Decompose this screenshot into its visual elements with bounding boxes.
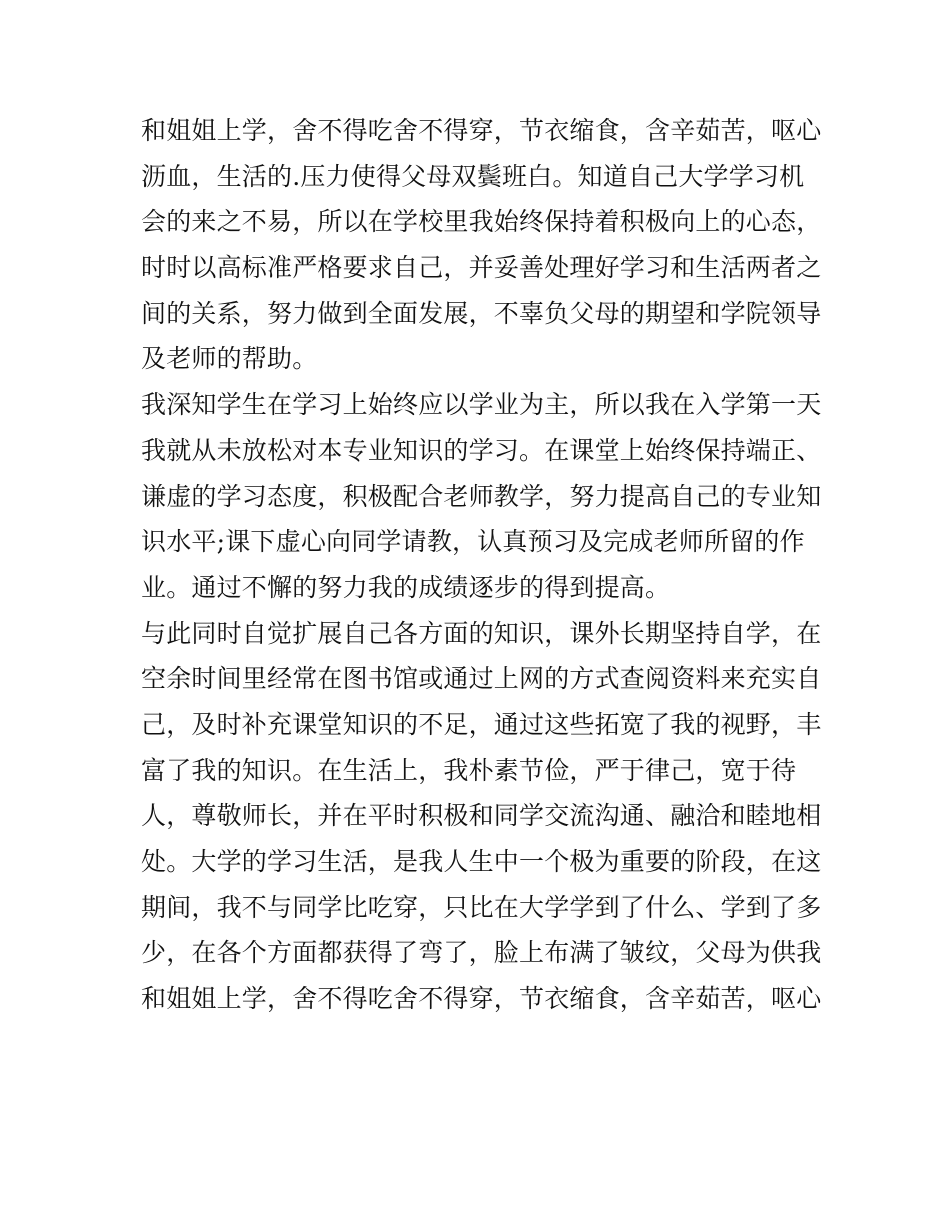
text-line: 我就从未放松对本专业知识的学习。在课堂上始终保持端正、 <box>141 435 822 465</box>
text-line: 识水平;课下虚心向同学请教，认真预习及完成老师所留的作 <box>141 527 805 557</box>
text-line: 时时以高标准严格要求自己，并妥善处理好学习和生活两者之 <box>141 253 822 283</box>
text-line: 我深知学生在学习上始终应以学业为主，所以我在入学第一天 <box>141 390 822 420</box>
text-line: 沥血，生活的.压力使得父母双鬓班白。知道自己大学学习机 <box>141 161 805 191</box>
text-line: 与此同时自觉扩展自己各方面的知识，课外长期坚持自学，在 <box>141 618 822 648</box>
text-line: 谦虚的学习态度，积极配合老师教学，努力提高自己的专业知 <box>141 481 822 511</box>
text-line: 人，尊敬师长，并在平时积极和同学交流沟通、融洽和睦地相 <box>141 801 822 831</box>
text-line: 少，在各个方面都获得了弯了，脸上布满了皱纹，父母为供我 <box>141 938 822 968</box>
text-line: 和姐姐上学，舍不得吃舍不得穿，节衣缩食，含辛茹苦，呕心 <box>141 116 822 145</box>
body-text <box>141 108 821 1022</box>
text-line: 处。大学的学习生活，是我人生中一个极为重要的阶段，在这 <box>141 847 822 876</box>
text-line: 和姐姐上学，舍不得吃舍不得穿，节衣缩食，含辛茹苦，呕心 <box>141 984 822 1014</box>
text-line: 间的关系，努力做到全面发展，不辜负父母的期望和学院领导 <box>141 298 822 328</box>
text-line: 会的来之不易，所以在学校里我始终保持着积极向上的心态， <box>141 207 822 237</box>
text-line: 富了我的知识。在生活上，我朴素节俭，严于律己，宽于待 <box>141 755 797 785</box>
text-line: 空余时间里经常在图书馆或通过上网的方式查阅资料来充实自 <box>141 664 822 694</box>
text-line: 己，及时补充课堂知识的不足，通过这些拓宽了我的视野，丰 <box>141 709 822 739</box>
text-line: 期间，我不与同学比吃穿，只比在大学学到了什么、学到了多 <box>141 892 822 922</box>
text-line: 业。通过不懈的努力我的成绩逐步的得到提高。 <box>141 572 671 602</box>
text-line: 及老师的帮助。 <box>141 344 318 374</box>
